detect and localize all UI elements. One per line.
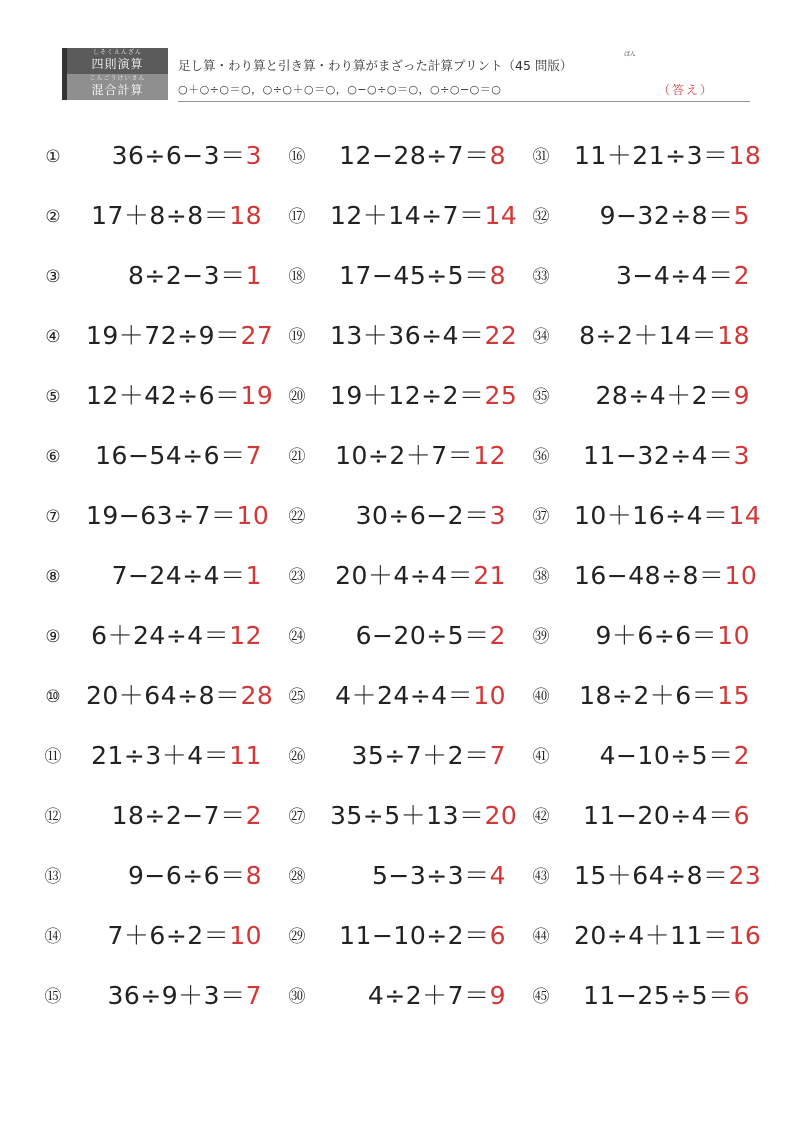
- problem-number: ㉖: [288, 747, 306, 767]
- expression-text: 9−32÷8＝: [599, 201, 734, 230]
- answer-value: 18: [717, 321, 750, 350]
- problem-expression: [86, 439, 262, 473]
- problem-expression: [86, 799, 262, 833]
- expression-text: 36÷6−3＝: [111, 141, 246, 170]
- problem-number: ㊱: [532, 447, 550, 467]
- problem-expression: [574, 439, 750, 473]
- problem-number: ⑫: [44, 807, 62, 827]
- problem-row: [0, 964, 794, 1024]
- problem-number: ⑨: [45, 627, 61, 647]
- problem-number: ⑭: [44, 927, 62, 947]
- problem-number: ㉝: [532, 267, 550, 287]
- answer-value: 1: [245, 261, 262, 290]
- expression-text: 17＋8÷8＝: [91, 201, 230, 230]
- expression-text: 19＋12÷2＝: [330, 381, 485, 410]
- expression-text: 20＋64÷8＝: [86, 681, 241, 710]
- answer-value: 1: [245, 561, 262, 590]
- problem-row: [0, 724, 794, 784]
- problem-number: ㊺: [532, 987, 550, 1007]
- expression-text: 19＋72÷9＝: [86, 321, 241, 350]
- expression-text: 17−45÷5＝: [339, 261, 490, 290]
- problem-expression: [574, 919, 762, 953]
- problem-number: ⑬: [44, 867, 62, 887]
- problem-number: ㊸: [532, 867, 550, 887]
- answer-value: 2: [245, 801, 262, 830]
- problem-row: [0, 484, 794, 544]
- expression-text: 20＋4÷4＝: [335, 561, 474, 590]
- answer-value: 10: [229, 921, 262, 950]
- expression-text: 6＋24÷4＝: [91, 621, 230, 650]
- page-title-text: 足し算・わり算と引き算・わり算がまざった計算プリント（45 問版）: [178, 58, 573, 73]
- answer-value: 21: [473, 561, 506, 590]
- problem-expression: [574, 679, 750, 713]
- badge-bottom-ruby: こんごうけいさん: [89, 75, 146, 82]
- problem-number: ⑮: [44, 987, 62, 1007]
- problem-row: [0, 844, 794, 904]
- problem-expression: [330, 679, 506, 713]
- expression-text: 28÷4＋2＝: [595, 381, 734, 410]
- problem-number: ⑤: [45, 387, 61, 407]
- answer-value: 8: [245, 861, 262, 890]
- badge-top-label: 四則演算: [91, 57, 144, 71]
- answer-value: 2: [489, 621, 506, 650]
- problem-number: ㉓: [288, 567, 306, 587]
- answer-value: 8: [489, 261, 506, 290]
- answer-value: 4: [489, 861, 506, 890]
- expression-text: 4＋24÷4＝: [335, 681, 474, 710]
- expression-text: 5−3÷3＝: [371, 861, 490, 890]
- expression-text: 7＋6÷2＝: [107, 921, 230, 950]
- problem-number: ⑩: [45, 687, 61, 707]
- expression-text: 30÷6−2＝: [355, 501, 490, 530]
- answer-value: 14: [728, 501, 762, 530]
- problem-expression: [330, 859, 506, 893]
- problem-expression: [86, 319, 274, 353]
- problem-expression: [86, 139, 262, 173]
- answer-value: 10: [473, 681, 506, 710]
- problem-expression: [86, 619, 262, 653]
- expression-text: 4−10÷5＝: [599, 741, 734, 770]
- answer-value: 8: [489, 141, 506, 170]
- answer-value: 12: [473, 441, 506, 470]
- problem-row: [0, 124, 794, 184]
- problem-expression: [574, 559, 758, 593]
- answer-value: 18: [229, 201, 262, 230]
- expression-text: 16−48÷8＝: [574, 561, 725, 590]
- answer-value: 12: [229, 621, 262, 650]
- problem-expression: [330, 919, 506, 953]
- problem-number: ㊲: [532, 507, 550, 527]
- problem-expression: [574, 799, 750, 833]
- page-title: [178, 51, 637, 74]
- problem-number: ㉑: [288, 447, 306, 467]
- expression-text: 35÷5＋13＝: [330, 801, 485, 830]
- expression-text: 11−10÷2＝: [339, 921, 490, 950]
- expression-text: 13＋36÷4＝: [330, 321, 485, 350]
- problem-number: ⑪: [44, 747, 62, 767]
- problem-expression: [574, 859, 762, 893]
- problem-number: ⑧: [45, 567, 61, 587]
- category-badge: [62, 48, 168, 100]
- problem-number: ④: [45, 327, 61, 347]
- problem-number: ⑥: [45, 447, 61, 467]
- expression-text: 7−24÷4＝: [111, 561, 246, 590]
- problem-expression: [574, 979, 750, 1013]
- problem-expression: [330, 739, 506, 773]
- answer-value: 3: [489, 501, 506, 530]
- answer-value: 6: [489, 921, 506, 950]
- answer-value: 10: [236, 501, 270, 530]
- problem-row: [0, 244, 794, 304]
- expression-text: 11−25÷5＝: [583, 981, 734, 1010]
- problem-expression: [86, 199, 262, 233]
- expression-text: 35÷7＋2＝: [351, 741, 490, 770]
- problem-expression: [86, 739, 262, 773]
- problem-expression: [574, 619, 750, 653]
- problem-expression: [574, 499, 762, 533]
- problem-row: [0, 664, 794, 724]
- problem-expression: [86, 679, 274, 713]
- problem-row: [0, 304, 794, 364]
- formula-patterns: ○＋○÷○＝○，○÷○＋○＝○，○−○÷○＝○，○÷○−○＝○: [178, 83, 502, 96]
- problem-expression: [330, 499, 506, 533]
- problem-number: ⑦: [45, 507, 61, 527]
- answer-value: 15: [717, 681, 750, 710]
- answer-value: 6: [733, 801, 750, 830]
- problem-number: ㉒: [288, 507, 306, 527]
- answer-value: 7: [245, 981, 262, 1010]
- problem-row: [0, 544, 794, 604]
- problem-expression: [574, 199, 750, 233]
- problem-expression: [86, 559, 262, 593]
- problem-number: ⑲: [288, 327, 306, 347]
- problem-number: ①: [45, 147, 61, 167]
- answer-value: 2: [733, 261, 750, 290]
- problem-number: ②: [45, 207, 61, 227]
- expression-text: 4÷2＋7＝: [367, 981, 490, 1010]
- problem-expression: [330, 799, 518, 833]
- problem-number: ㉚: [288, 987, 306, 1007]
- problem-row: [0, 424, 794, 484]
- expression-text: 15＋64÷8＝: [574, 861, 729, 890]
- problem-expression: [330, 619, 506, 653]
- answer-value: 6: [733, 981, 750, 1010]
- problem-number: ⑰: [288, 207, 306, 227]
- problem-expression: [574, 259, 750, 293]
- expression-text: 6−20÷5＝: [355, 621, 490, 650]
- problem-row: [0, 604, 794, 664]
- answer-value: 25: [484, 381, 518, 410]
- expression-text: 20÷4＋11＝: [574, 921, 729, 950]
- problem-expression: [330, 559, 506, 593]
- problem-number: ⑱: [288, 267, 306, 287]
- problem-row: [0, 364, 794, 424]
- problem-expression: [86, 259, 262, 293]
- problem-number: ㊹: [532, 927, 550, 947]
- answer-value: 14: [484, 201, 518, 230]
- problem-row: [0, 184, 794, 244]
- answer-value: 22: [484, 321, 518, 350]
- expression-text: 8÷2−3＝: [127, 261, 246, 290]
- expression-text: 11＋21÷3＝: [574, 141, 729, 170]
- answer-value: 3: [733, 441, 750, 470]
- problem-expression: [330, 439, 506, 473]
- expression-text: 3−4÷4＝: [615, 261, 734, 290]
- answer-value: 9: [489, 981, 506, 1010]
- problem-expression: [86, 979, 262, 1013]
- expression-text: 18÷2＋6＝: [579, 681, 718, 710]
- problem-expression: [574, 739, 750, 773]
- title-block: [178, 48, 750, 102]
- title-ruby: ばん: [624, 51, 637, 58]
- answer-value: 19: [240, 381, 274, 410]
- expression-text: 19−63÷7＝: [86, 501, 237, 530]
- problem-expression: [330, 379, 518, 413]
- problem-expression: [330, 139, 506, 173]
- problem-expression: [330, 979, 506, 1013]
- problem-number: ㉞: [532, 327, 550, 347]
- problem-row: [0, 784, 794, 844]
- badge-bottom-label: 混合計算: [91, 83, 144, 97]
- expression-text: 10÷2＋7＝: [335, 441, 474, 470]
- answer-value: 7: [489, 741, 506, 770]
- problem-number: ㉕: [288, 687, 306, 707]
- problem-number: ③: [45, 267, 61, 287]
- problem-number: ⑳: [288, 387, 306, 407]
- problem-expression: [86, 859, 262, 893]
- problem-number: ㉟: [532, 387, 550, 407]
- answer-value: 7: [245, 441, 262, 470]
- header-divider: [178, 101, 750, 102]
- expression-text: 16−54÷6＝: [95, 441, 246, 470]
- expression-text: 8÷2＋14＝: [579, 321, 718, 350]
- problem-row: [0, 904, 794, 964]
- badge-top: [67, 48, 168, 74]
- expression-text: 11−32÷4＝: [583, 441, 734, 470]
- problem-number: ㉔: [288, 627, 306, 647]
- expression-text: 11−20÷4＝: [583, 801, 734, 830]
- answer-value: 10: [724, 561, 758, 590]
- answer-value: 3: [245, 141, 262, 170]
- problem-expression: [86, 379, 274, 413]
- problem-number: ㊷: [532, 807, 550, 827]
- answer-value: 9: [733, 381, 750, 410]
- answer-value: 2: [733, 741, 750, 770]
- answer-value: 23: [728, 861, 762, 890]
- problem-number: ㊵: [532, 687, 550, 707]
- problem-expression: [86, 499, 270, 533]
- problem-number: ㉜: [532, 207, 550, 227]
- answer-value: 27: [240, 321, 274, 350]
- answer-value: 5: [733, 201, 750, 230]
- problem-number: ㊳: [532, 567, 550, 587]
- expression-text: 36÷9＋3＝: [107, 981, 246, 1010]
- expression-text: 18÷2−7＝: [111, 801, 246, 830]
- badge-top-ruby: しそくえんざん: [92, 49, 142, 56]
- expression-text: 12＋14÷7＝: [330, 201, 485, 230]
- problem-expression: [330, 199, 518, 233]
- worksheet-header: [62, 48, 750, 102]
- problem-number: ㊴: [532, 627, 550, 647]
- answer-value: 10: [717, 621, 750, 650]
- problem-expression: [574, 319, 750, 353]
- answer-label: （答え）: [657, 83, 714, 97]
- problem-number: ⑯: [288, 147, 306, 167]
- problem-number: ㉗: [288, 807, 306, 827]
- expression-text: 9＋6÷6＝: [595, 621, 718, 650]
- problem-number: ㉘: [288, 867, 306, 887]
- problem-expression: [574, 139, 762, 173]
- answer-value: 16: [728, 921, 762, 950]
- expression-text: 12−28÷7＝: [339, 141, 490, 170]
- problem-number: ㉙: [288, 927, 306, 947]
- expression-text: 21÷3＋4＝: [91, 741, 230, 770]
- problem-expression: [330, 259, 506, 293]
- badge-bottom: [67, 74, 168, 100]
- answer-value: 18: [728, 141, 762, 170]
- answer-value: 28: [240, 681, 274, 710]
- problem-expression: [574, 379, 750, 413]
- expression-text: 10＋16÷4＝: [574, 501, 729, 530]
- answer-value: 20: [484, 801, 518, 830]
- expression-text: 12＋42÷6＝: [86, 381, 241, 410]
- problem-number: ㊶: [532, 747, 550, 767]
- problem-expression: [330, 319, 518, 353]
- problem-expression: [86, 919, 262, 953]
- expression-text: 9−6÷6＝: [127, 861, 246, 890]
- answer-value: 11: [229, 741, 262, 770]
- problem-number: ㉛: [532, 147, 550, 167]
